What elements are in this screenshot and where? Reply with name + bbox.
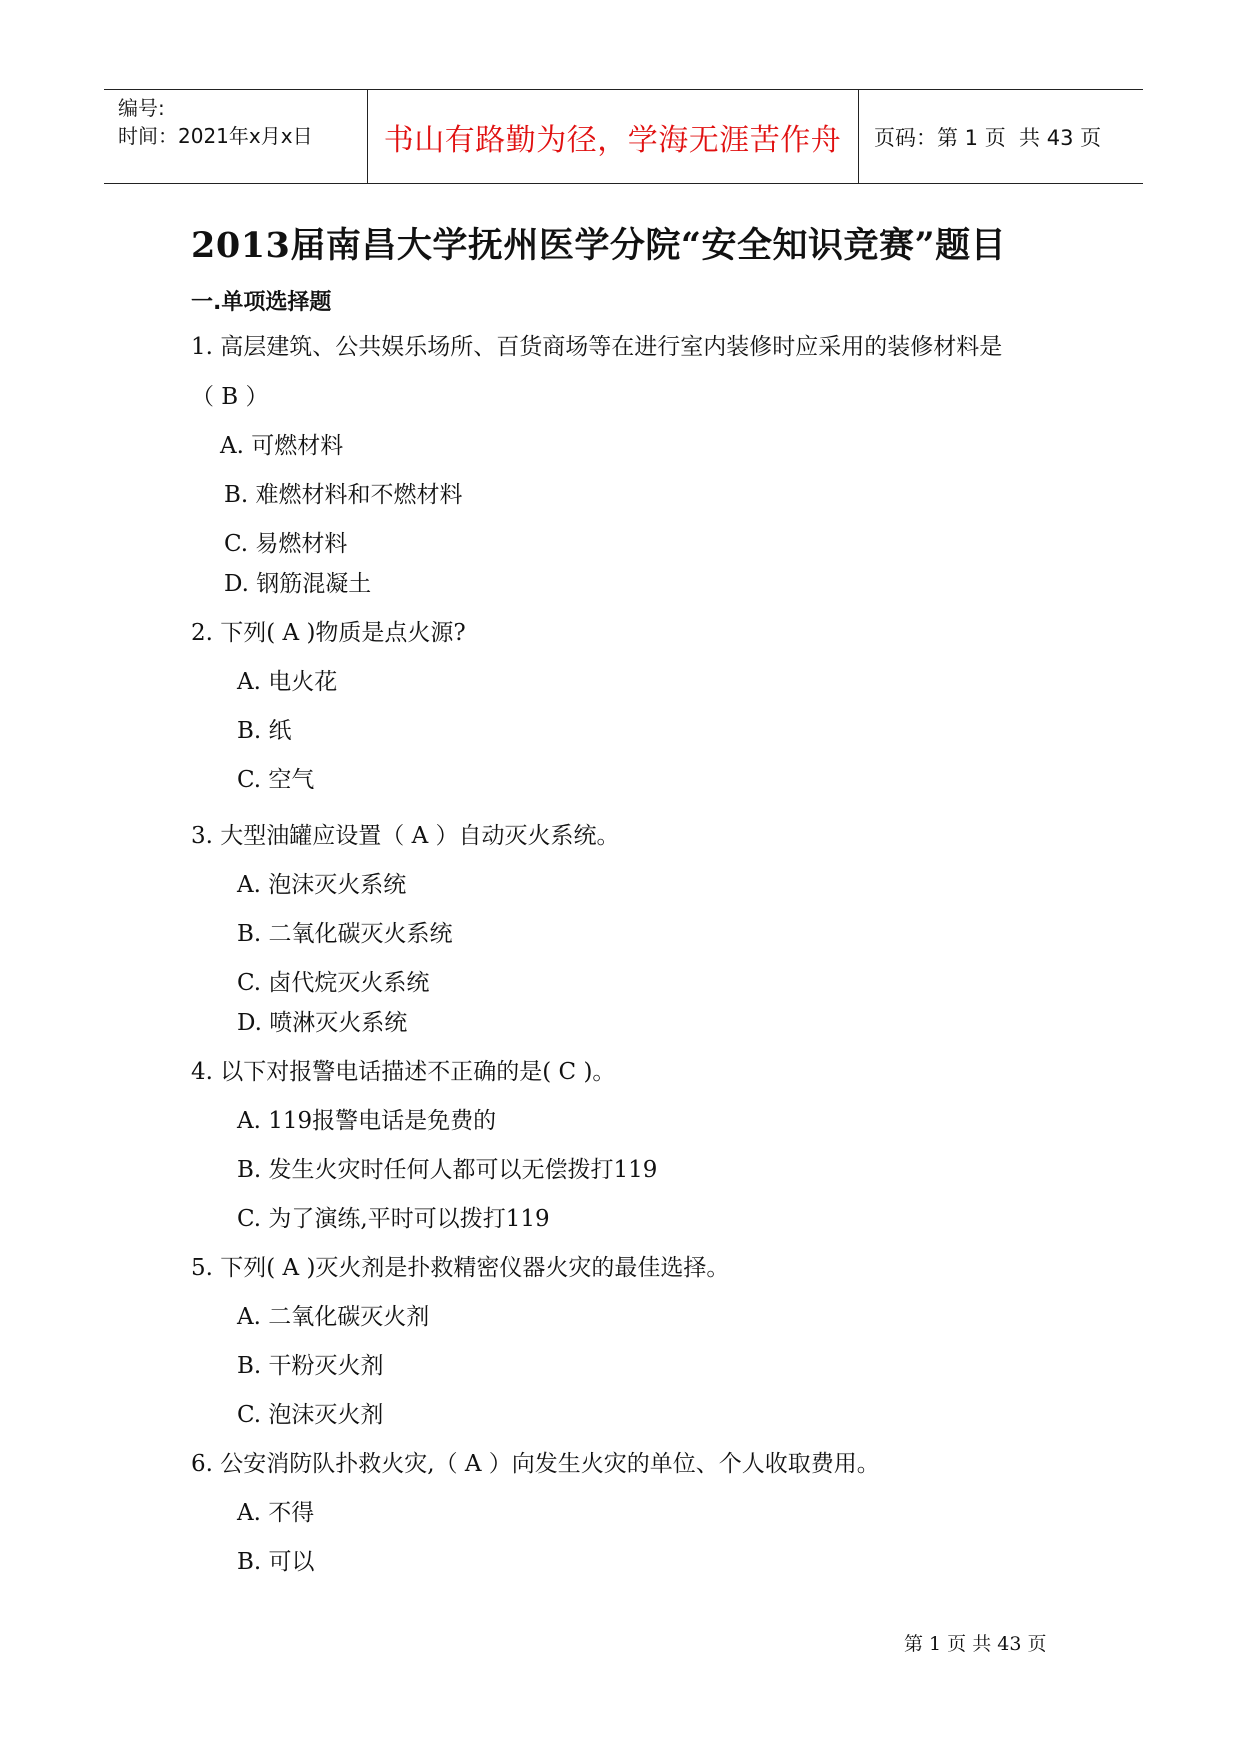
question-text: 6. 公安消防队扑救火灾,（ A ）向发生火灾的单位、个人收取费用。 — [191, 1451, 880, 1477]
option-item: A. 泡沫灭火系统 — [237, 872, 407, 898]
option-item: D. 钢筋混凝土 — [224, 571, 372, 597]
header-meta — [118, 94, 313, 150]
option-item: B. 难燃材料和不燃材料 — [224, 482, 463, 508]
section-heading: 一.单项选择题 — [191, 290, 332, 315]
question-text: 3. 大型油罐应设置（ A ）自动灭火系统。 — [191, 823, 620, 849]
question-answer: （ B ） — [191, 384, 269, 410]
option-item: A. 电火花 — [237, 669, 338, 695]
page-footer: 第 1 页 共 43 页 — [904, 1633, 1047, 1655]
number-label: 编号: — [118, 96, 165, 120]
question-text: 1. 高层建筑、公共娱乐场所、百货商场等在进行室内装修时应采用的装修材料是 — [191, 334, 1003, 360]
option-item: C. 空气 — [237, 767, 315, 793]
header-page-info: 页码：第 1 页 共 43 页 — [874, 125, 1102, 150]
option-item: D. 喷淋灭火系统 — [237, 1010, 408, 1036]
question-text: 2. 下列( A )物质是点火源? — [191, 620, 466, 646]
option-item: C. 为了演练,平时可以拨打119 — [237, 1206, 550, 1232]
document-title: 2013届南昌大学抚州医学分院“安全知识竞赛”题目 — [191, 225, 1007, 266]
option-item: A. 119报警电话是免费的 — [237, 1108, 497, 1134]
option-item: B. 干粉灭火剂 — [237, 1353, 384, 1379]
option-item: B. 可以 — [237, 1549, 315, 1575]
header-divider — [858, 90, 859, 183]
header-motto: 书山有路勤为径，学海无涯苦作舟 — [383, 122, 842, 158]
option-item: B. 发生火灾时任何人都可以无偿拨打119 — [237, 1157, 658, 1183]
option-item: C. 泡沫灭火剂 — [237, 1402, 384, 1428]
option-item: C. 卤代烷灭火系统 — [237, 970, 430, 996]
option-item: C. 易燃材料 — [224, 531, 348, 557]
option-item: B. 二氧化碳灭火系统 — [237, 921, 453, 947]
time-label: 时间：2021年x月x日 — [118, 124, 313, 148]
header-table — [104, 89, 1143, 184]
option-item: A. 不得 — [237, 1500, 315, 1526]
option-item: A. 二氧化碳灭火剂 — [237, 1304, 430, 1330]
option-item: B. 纸 — [237, 718, 292, 744]
question-text: 5. 下列( A )灭火剂是扑救精密仪器火灾的最佳选择。 — [191, 1255, 730, 1281]
option-item: A. 可燃材料 — [220, 433, 344, 459]
question-text: 4. 以下对报警电话描述不正确的是( C )。 — [191, 1059, 616, 1085]
